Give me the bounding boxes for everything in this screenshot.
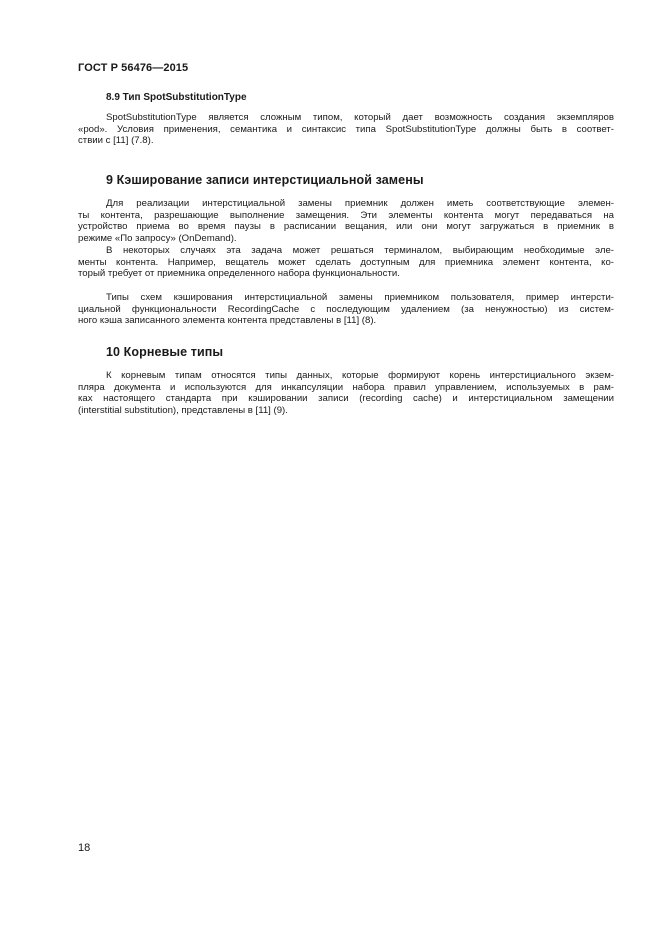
text-line: Для реализации интерстициальной замены приемник должен иметь соответствующие элемен- [106, 198, 614, 209]
text-line: «роd». Условия применения, семантика и синтаксис типа SpotSubstitutionType должны быть в соответ- [78, 123, 614, 135]
section-9-paragraph-2 [78, 245, 614, 280]
text-line: ках настоящего стандарта при кэшировании записи (recording cache) и интерстициальном замещении [78, 393, 614, 405]
text-line: ного кэша записанного элемента контента представлены в [11] (8). [78, 315, 377, 327]
text-line: ты контента, разрешающие выполнение замещения. Эти элементы контента могут передаваться на [78, 209, 614, 221]
page-number: 18 [78, 842, 91, 854]
section-10-paragraph-1 [78, 370, 614, 416]
document-header: ГОСТ Р 56476—2015 [78, 62, 189, 74]
text-line: менты контента. Например, вещатель может сделать доступным для приемника элемент контента, ко- [78, 256, 614, 268]
section-8-9-paragraph [78, 112, 614, 147]
text-line: циальной функциональности RecordingCache с последующим удалением (за ненужностью) из систем- [78, 303, 614, 315]
text-line: Типы схем кэширования интерстициальной замены приемником пользователя, пример интерсти- [106, 292, 614, 303]
text-line: В некоторых случаях эта задача может решаться терминалом, выбирающим необходимые эле- [106, 245, 614, 256]
text-line: К корневым типам относятся типы данных, которые формируют корень интерстициального экзем- [106, 370, 614, 381]
text-line: режиме «По запросу» (OnDemand). [78, 232, 237, 244]
section-9-paragraph-3 [78, 292, 614, 327]
text-line: (interstitial substitution), представлены в [11] (9). [78, 404, 288, 416]
text-line: SpotSubstitutionType является сложным типом, который дает возможность создания экземпляров [106, 112, 614, 123]
section-9-paragraph-1 [78, 198, 614, 244]
text-line: торый требует от приемника определенного набора функциональности. [78, 268, 400, 280]
text-line: пляра документа и используются для инкапсуляции набора правил управлением, используемых в рам- [78, 381, 614, 393]
section-8-9-heading: 8.9 Тип SpotSubstitutionType [106, 92, 247, 103]
text-line: ствии с [11] (7.8). [78, 135, 154, 147]
text-line: устройство приема во время паузы в расписании вещания, или они могут загружаться в приемник в [78, 221, 614, 233]
section-9-heading: 9 Кэширование записи интерстициальной замены [106, 173, 424, 187]
section-10-heading: 10 Корневые типы [106, 345, 224, 359]
